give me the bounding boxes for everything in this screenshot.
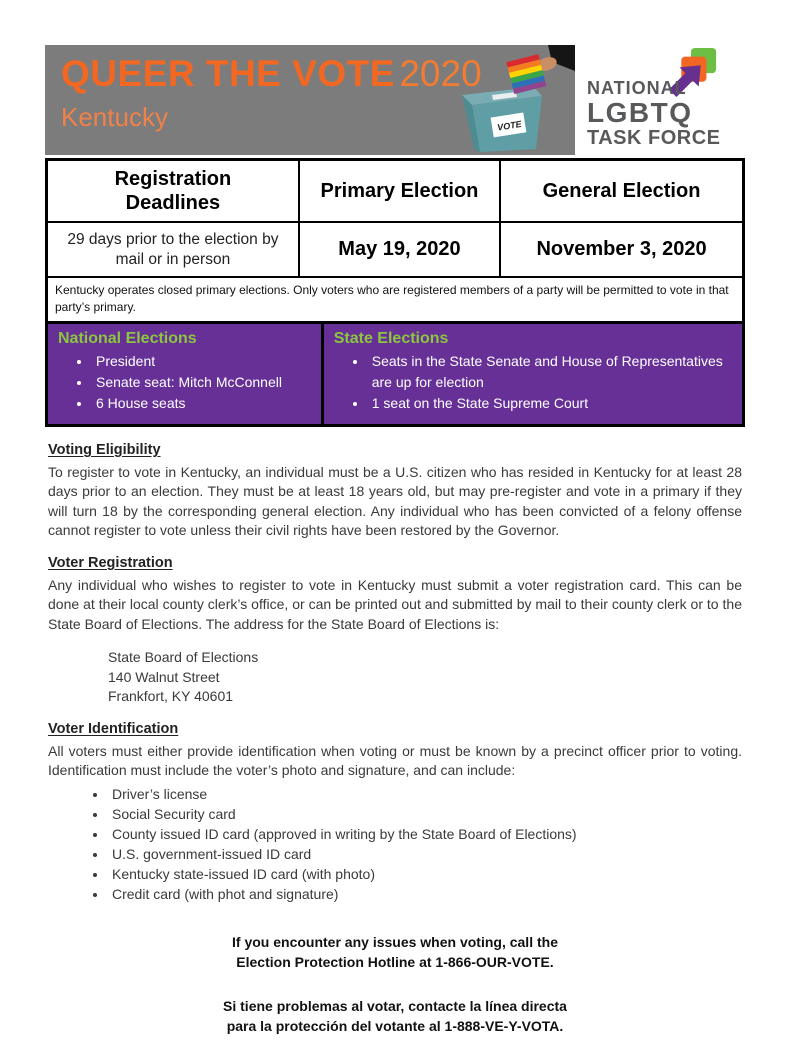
section-voting-eligibility (48, 442, 742, 541)
closed-primary-note: Kentucky operates closed primary elections. Only voters who are registered members of a party will be permitted to vote in that party’s primary. (48, 276, 742, 321)
ballot-box-icon (430, 45, 575, 155)
id-options-list (48, 784, 742, 904)
svg-text:VOTE: VOTE (496, 118, 523, 133)
header (45, 45, 745, 155)
logo-line-national: NATIONAL (587, 78, 687, 98)
address-line: Frankfort, KY 40601 (108, 688, 234, 705)
hotline-spanish (45, 996, 745, 1036)
list-item: • Kentucky state-issued ID card (with photo) (108, 864, 742, 884)
rainbow-ballot-icon (506, 54, 546, 94)
hotline-english (45, 932, 745, 972)
section-paragraph: All voters must either provide identification when voting or must be known by a precinct officer prior to voting. Identification must include the voter’s photo and signature, and can include: (48, 742, 742, 779)
section-heading: Voting Eligibility (48, 441, 161, 458)
task-force-logo (575, 45, 745, 155)
logo-text (587, 79, 721, 150)
title-year: 2020 (399, 53, 482, 94)
national-elections-cell (48, 324, 321, 424)
section-heading: Voter Registration (48, 554, 173, 571)
state-elections-cell (321, 324, 742, 424)
col-header-registration-deadlines: Registration Deadlines (114, 168, 232, 214)
hotline-line: para la protección del votante al 1-888-VE-Y-VOTA. (226, 1017, 564, 1034)
title-main: QUEER THE VOTE (61, 53, 395, 94)
state-elections-list (334, 351, 738, 414)
hotline-line: If you encounter any issues when voting, call the (232, 933, 558, 950)
section-paragraph: Any individual who wishes to register to vote in Kentucky must submit a voter registration card. This can be done at their local county clerk’s office, or can be printed out and submitted by mail to their county clerk or to the State Board of Elections. The address for the State Board of Elections is: (48, 576, 742, 632)
col-header-general-election: General Election (499, 161, 742, 221)
logo-line-lgbtq: LGBTQ (587, 96, 693, 128)
list-item: • Senate seat: Mitch McConnell (92, 372, 317, 393)
address-line: State Board of Elections (108, 649, 259, 666)
state-board-address (108, 648, 742, 707)
page-title (61, 55, 482, 94)
list-item: • 6 House seats (92, 393, 317, 414)
state-elections-title: State Elections (333, 329, 449, 347)
logo-line-taskforce: TASK FORCE (587, 126, 721, 149)
banner-text (61, 55, 482, 133)
hotline-line: Election Protection Hotline at 1-866-OUR-VOTE. (236, 953, 554, 970)
table-header-row (48, 161, 742, 221)
hotline-line: Si tiene problemas al votar, contacte la línea directa (223, 997, 567, 1014)
list-item: • Driver’s license (108, 784, 742, 804)
general-date-cell: November 3, 2020 (499, 221, 742, 276)
section-paragraph: To register to vote in Kentucky, an individual must be a U.S. citizen who has resided in Kentucky for at least 28 days prior to an election. They must be at least 18 years old, but may pre-register and vote in a primary if they will turn 18 by the corresponding general election. Any individual who has been convicted of a felony offense cannot register to vote unless their civil rights have been restored by the Governor. (48, 463, 742, 539)
national-elections-list (58, 351, 317, 414)
registration-deadline-cell: 29 days prior to the election by mail or in person (48, 221, 298, 276)
section-heading: Voter Identification (48, 720, 179, 737)
election-info-table (45, 158, 745, 427)
elections-panel (48, 321, 742, 424)
state-subtitle: Kentucky (61, 101, 168, 132)
hotline-footer (45, 932, 745, 1036)
list-item: • County issued ID card (approved in writing by the State Board of Elections) (108, 824, 742, 844)
address-line: 140 Walnut Street (108, 668, 220, 685)
primary-date-cell: May 19, 2020 (298, 221, 499, 276)
body-sections (45, 442, 745, 904)
section-voter-identification (48, 721, 742, 904)
national-elections-title: National Elections (58, 329, 197, 347)
list-item: • Credit card (with phot and signature) (108, 884, 742, 904)
header-banner (45, 45, 575, 155)
list-item: • Seats in the State Senate and House of Representatives are up for election (368, 351, 738, 393)
section-voter-registration (48, 555, 742, 707)
list-item: • U.S. government-issued ID card (108, 844, 742, 864)
list-item: • Social Security card (108, 804, 742, 824)
col-header-primary-election: Primary Election (298, 161, 499, 221)
ballot-box-body (462, 87, 542, 152)
list-item: • President (92, 351, 317, 372)
flyer-page (45, 45, 745, 1060)
table-dates-row (48, 221, 742, 276)
list-item: • 1 seat on the State Supreme Court (368, 393, 738, 414)
